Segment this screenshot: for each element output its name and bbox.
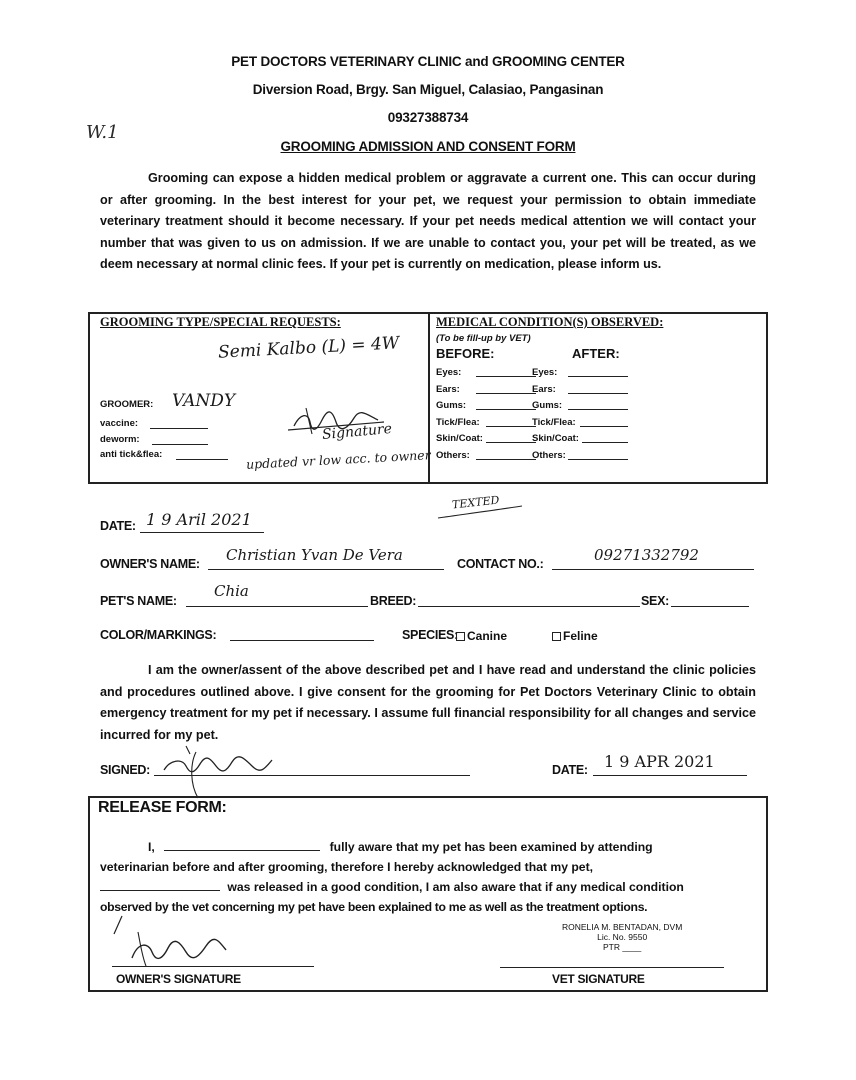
medical-before-line — [476, 393, 536, 394]
release-line3 — [100, 880, 754, 894]
medical-after-row: Eyes: — [532, 367, 558, 378]
grooming-title: GROOMING TYPE/SPECIAL REQUESTS: — [100, 315, 341, 329]
species-canine[interactable] — [456, 629, 507, 643]
owner-label: OWNER'S NAME: — [100, 557, 200, 571]
date1-label: DATE: — [100, 519, 136, 533]
release-owner-signature — [108, 912, 248, 968]
date2-line — [593, 775, 747, 776]
release-line2: veterinarian before and after grooming, therefore I hereby acknowledged that my pet, — [100, 860, 594, 874]
deworm-line — [152, 444, 208, 445]
medical-after-row: Others: — [532, 449, 566, 461]
medical-before-line — [486, 442, 536, 443]
consent-paragraph: I am the owner/assent of the above described pet and I have read and understand the clinic policies and procedures outlined above. I give consent for the grooming for Pet Doctors Veterinary Clinic to obtain emergency treatment for my pet if necessary. I assume full financial responsibility for all changes and service incurred for my pet. — [100, 663, 756, 742]
medical-before-line — [486, 426, 536, 427]
release-pet-line — [100, 880, 220, 891]
canine-label: Canine — [467, 629, 508, 643]
contact-label: CONTACT NO.: — [457, 557, 544, 571]
medical-after-line — [568, 376, 628, 377]
breed-line — [418, 606, 640, 607]
medical-before-line — [476, 409, 536, 410]
clinic-name: PET DOCTORS VETERINARY CLINIC and GROOMING CENTER — [231, 54, 625, 69]
feline-label: Feline — [563, 629, 598, 643]
vet-sig-label: VET SIGNATURE — [552, 972, 645, 986]
release-prefix: I, — [148, 840, 155, 854]
medical-before-row: Skin/Coat: — [436, 433, 483, 444]
clinic-phone: 09327388734 — [387, 110, 469, 125]
medical-after-line — [568, 393, 628, 394]
groomer-value: VANDY — [172, 391, 236, 411]
pet-value: Chia — [214, 582, 249, 600]
vet-license: Lic. No. 9550 — [597, 932, 648, 942]
medical-after-line — [582, 442, 628, 443]
medical-after-row: Ears: — [532, 383, 556, 395]
canine-checkbox[interactable] — [456, 632, 465, 641]
medical-before-row: Eyes: — [436, 367, 462, 378]
color-line — [230, 640, 374, 641]
medical-before-line — [476, 459, 536, 460]
signed-label: SIGNED: — [100, 763, 150, 777]
medical-after-row: Tick/Flea: — [532, 416, 576, 428]
vet-ptr: PTR ____ — [603, 942, 642, 952]
signature-note: Signature — [321, 420, 393, 444]
vet-stamp — [562, 922, 682, 952]
contact-line — [552, 569, 754, 570]
antitick-line — [176, 459, 228, 460]
owner-value: Christian Yvan De Vera — [226, 546, 403, 564]
date2-label: DATE: — [552, 763, 588, 777]
vaccine-label: vaccine: — [100, 418, 139, 429]
feline-checkbox[interactable] — [552, 632, 561, 641]
medical-after-row: Gums: — [532, 400, 563, 411]
medical-before-row: Ears: — [436, 383, 460, 395]
species-label: SPECIES: — [402, 628, 458, 642]
groomer-signature-scribble — [286, 404, 386, 444]
vaccine-line — [150, 428, 208, 429]
release-name-line — [164, 840, 320, 851]
texted-note: TEXTED — [451, 493, 500, 512]
date1-line — [140, 532, 264, 533]
groomer-label: GROOMER: — [100, 399, 154, 410]
intro-paragraph: Grooming can expose a hidden medical problem or aggravate a current one. This can occur during or after grooming. In the best interest for your pet, we request your permission to obtain immediate veterinary treatment should it become necessary. If your pet needs medical attention we will contact your number that was given to us on admission. If we are unable to contact you, your pet will be treated, as we deem necessary at normal clinic fees. If your pet is currently on medication, please inform us. — [100, 171, 756, 271]
release-line1-text: fully aware that my pet has been examined by attending — [329, 840, 653, 854]
after-label: AFTER: — [572, 346, 620, 361]
medical-before-row: Others: — [436, 449, 470, 461]
sex-label: SEX: — [641, 594, 669, 608]
species-feline[interactable] — [552, 629, 598, 643]
owner-signature — [160, 744, 280, 800]
release-line4: observed by the vet concerning my pet have been explained to me as well as the treatment options. — [100, 900, 648, 914]
owner-sig-line — [112, 966, 314, 967]
pet-label: PET'S NAME: — [100, 594, 177, 608]
margin-note: W.1 — [86, 122, 119, 143]
medical-after-line — [580, 426, 628, 427]
sex-line — [671, 606, 749, 607]
medical-title: MEDICAL CONDITION(S) OBSERVED: — [436, 315, 664, 329]
release-line3-text: was released in a good condition, I am also aware that if any medical condition — [227, 880, 684, 894]
color-label: COLOR/MARKINGS: — [100, 628, 217, 642]
updated-note: updated vr low acc. to owner — [245, 447, 431, 472]
release-title: RELEASE FORM: — [98, 799, 227, 816]
vet-name: RONELIA M. BENTADAN, DVM — [562, 922, 683, 932]
release-line1 — [100, 840, 754, 854]
pet-line — [186, 606, 368, 607]
breed-label: BREED: — [370, 594, 417, 608]
deworm-label: deworm: — [100, 434, 140, 445]
form-title: GROOMING ADMISSION AND CONSENT FORM — [280, 139, 576, 154]
texted-underline — [436, 504, 526, 524]
grooming-request: Semi Kalbo (L) = 4W — [217, 333, 400, 363]
vet-sig-line — [500, 967, 724, 968]
owner-line — [208, 569, 444, 570]
medical-after-row: Skin/Coat: — [532, 433, 579, 444]
vet-ptr-label: PTR — [603, 942, 620, 952]
date2-value: 1 9 APR 2021 — [604, 752, 715, 771]
medical-before-line — [476, 376, 536, 377]
clinic-address: Diversion Road, Brgy. San Miguel, Calasiao, Pangasinan — [252, 82, 604, 97]
contact-value: 09271332792 — [594, 546, 699, 564]
medical-before-row: Gums: — [436, 400, 467, 411]
date1-value: 1 9 Aril 2021 — [146, 510, 252, 529]
owner-sig-label: OWNER'S SIGNATURE — [116, 972, 241, 986]
medical-before-row: Tick/Flea: — [436, 416, 480, 428]
medical-after-line — [568, 459, 628, 460]
antitick-label: anti tick&flea: — [100, 449, 163, 460]
before-label: BEFORE: — [436, 346, 495, 361]
medical-after-line — [568, 409, 628, 410]
medical-subtitle: (To be fill-up by VET) — [436, 333, 531, 344]
